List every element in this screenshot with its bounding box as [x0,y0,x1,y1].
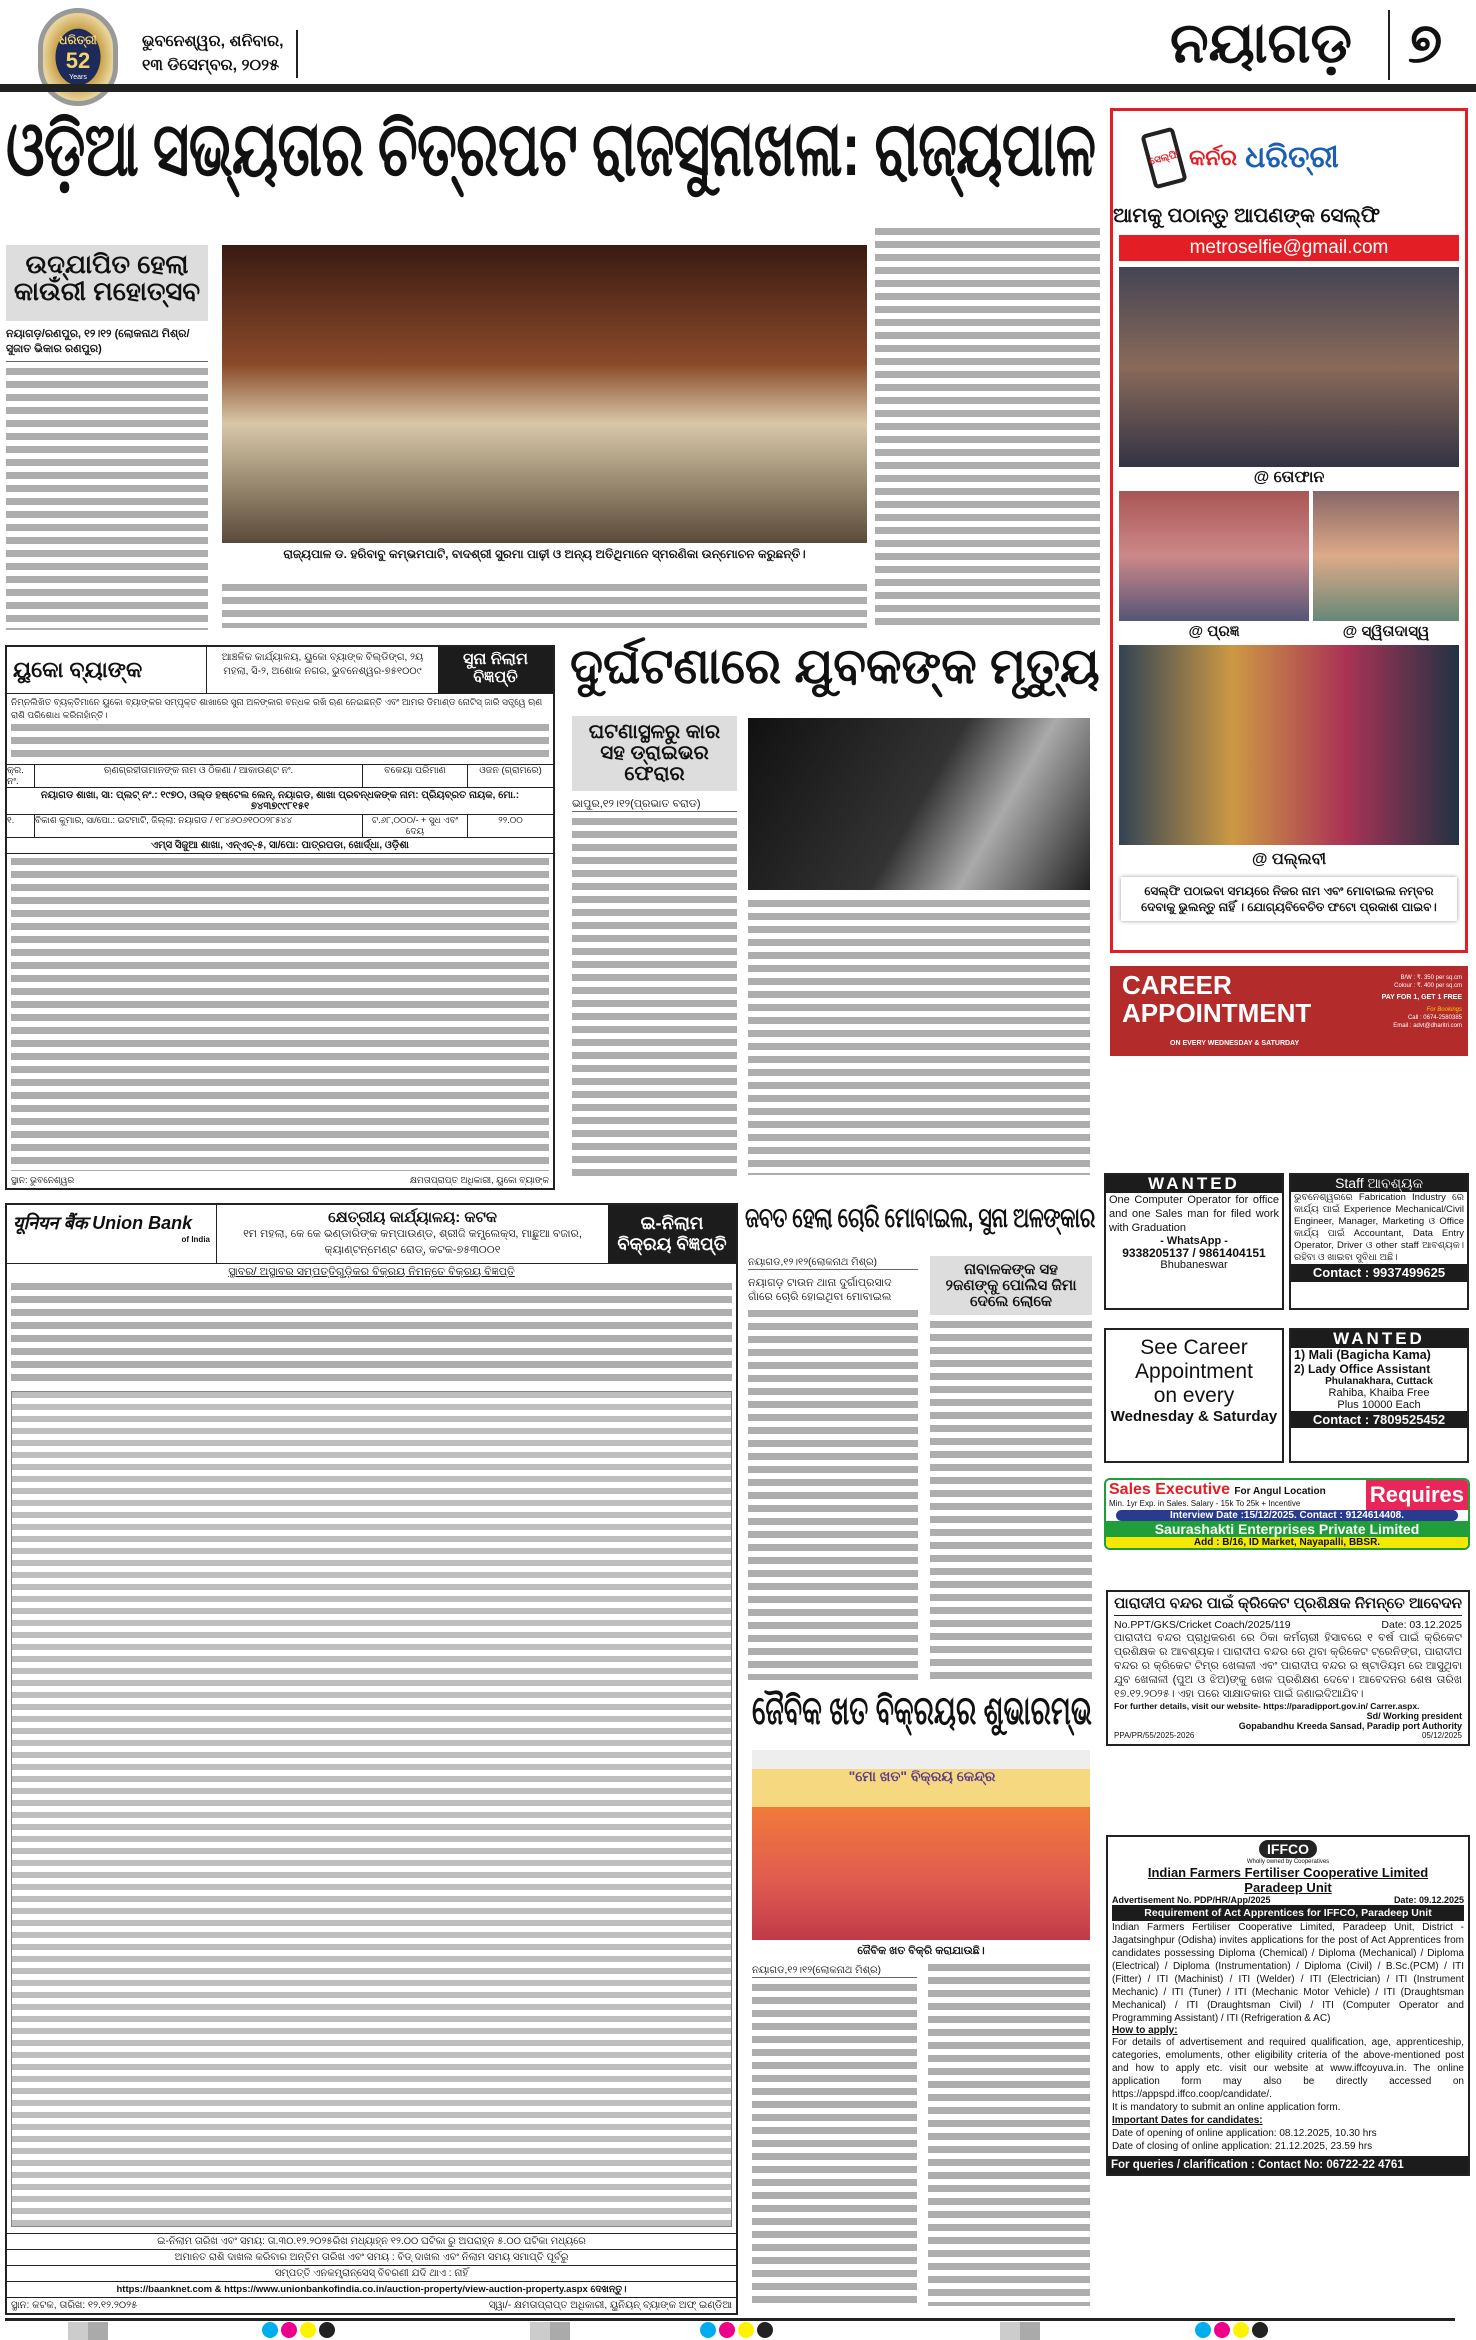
wanted1-whatsapp: - WhatsApp - [1160,1234,1228,1247]
paradip-website: For further details, visit our website- https://paradipport.gov.in/ Carrer.aspx. [1114,1700,1420,1711]
union-address: ୧ମ ମହଲା, କେ କେ ଭଣ୍ଡାରିଙ୍କ କମ୍ପାଉଣ୍ଡ, ଶ୍ରୀଜି କମ୍ପ୍ଲେକ୍ସ, ମାଛୁଆ ବଜାର, କ୍ୟାଣ୍ଟନ୍‌ମେଣ୍ଟ ରୋଡ୍, କଟକ-୭୫୩୦୦୧ [243,1228,582,1256]
wanted2-place: Phulanakhara, Cuttack [1325,1375,1433,1387]
manure-banner: "ମୋ ଖତ" ବିକ୍ରୟ କେନ୍ଦ୍ର [848,1768,996,1784]
selfie-subtitle: ଆମକୁ ପଠାନ୍ତୁ ଆପଣଙ୍କ ସେଲ୍ଫି [1113,205,1381,227]
lead-kicker: ଉଦ୍‌ଯାପିତ ହେଲା କାଉଁରୀ ମହୋତ୍ସବ [6,245,208,321]
uco-th-amount: ବକେୟା ପରିମାଣ [363,765,468,787]
union-bank-logo [7,1205,217,1263]
wanted1-place: Bhubaneswar [1160,1259,1228,1272]
uco-th-weight: ଓଜନ (ଗ୍ରାମରେ) [479,765,542,776]
manure-byline: ନୟାଗଡ,୧୨।୧୨(ଲୋକନାଥ ମିଶ୍ର) [752,1964,917,1978]
mobile-headline: ଜବତ ହେଲା ଚୋରି ମୋବାଇଲ, ସୁନା ଅଳଙ୍କାର [745,1202,1096,1233]
section-name: ନୟାଗଡ଼ [1170,11,1353,74]
wanted2-item1: 1) Mali (Bagicha Kama) [1294,1347,1431,1362]
paradip-date: Date: 03.12.2025 [1381,1618,1462,1631]
masthead-rule [0,84,1476,92]
union-logo-en: Union Bank [92,1213,193,1233]
iffco-dates-title: Important Dates for candidates: [1112,2115,1263,2126]
selfie-caption-3: @ ସ୍ୱିତାଦାସ୍ୱ [1342,623,1430,640]
paradip-cricket-ad [1106,1590,1470,1746]
paradip-body: ପାରାଦୀପ ବନ୍ଦର ପ୍ରାଧିକରଣ ରେ ଠିକା କର୍ମଚାରୀ ହିସାବରେ ୧ ବର୍ଷ ପାଇଁ କ୍ରିକେଟ ପ୍ରଶିକ୍ଷକ ର ଆବଶ୍ୟକ। ପାରାଦୀପ ବନ୍ଦର ରେ ଥିବା କ୍ରିକେଟ ଟ୍ରେନିଙ୍ଗ, ପାରାଦୀପ ବନ୍ଦର ର କ୍ରିକେଟ ଟିମ୍‌ର ଖେଳାଳୀ ଏବଂ ପାରାଦୀପ ବନ୍ଦର ର ଷ୍ଟାଡିୟମ ରେ ଆସୁଥିବା ଯୁବ ଖେଳାଳୀ (ପୁଅ ଓ ଝିଅ)ଙ୍କୁ ଖେଳ ପ୍ରଶିକ୍ଷଣ ଦେବେ। ଆବେଦନର ଶେଷ ତାରିଖ ୧୭.୧୨.୨୦୨୫। ଏହା ପରେ ସାକ୍ଷାତକାର ପାଇଁ ଜଣାଇଦିଆଯିବ। [1114,1631,1462,1700]
see-career-l3: on every [1153,1384,1235,1407]
page-number: ୭ [1408,11,1443,74]
uco-bank-ad [5,645,555,1190]
uco-sign: କ୍ଷମତାପ୍ରାପ୍ତ ଅଧିକାରୀ, ୟୁକୋ ବ୍ୟାଙ୍କ [409,1175,549,1185]
uco-table-header [7,764,553,788]
union-deposit: ଅମାନତ ରାଶି ଦାଖଲ କରିବାର ଅନ୍ତିମ ତାରିଖ ଏବଂ ସମୟ : ବିଡ୍ ଦାଖଲ ଏବଂ ନିଲାମ ସମୟ ସମାପ୍ତି ପୂର୍ବରୁ [7,2249,736,2265]
staff-ad [1289,1173,1469,1310]
selfie-caption-1: @ ତୋଫାନ [1253,469,1325,486]
career-line1: CAREER [1122,970,1232,1000]
wanted2-pay: Plus 10000 Each [1337,1398,1421,1411]
offer: PAY FOR 1, GET 1 FREE [1381,994,1462,1001]
union-logo-hi: यूनियन बैंक [13,1213,88,1233]
selfie-photo-4 [1119,645,1459,845]
uco-office: ଆଞ୍ଚଳିକ କାର୍ଯ୍ୟାଳୟ, ୟୁକୋ ବ୍ୟାଙ୍କ ବିଲ୍ଡିଙ୍ଗ, ୨ୟ ମହଲା, ସି-୨, ଅଶୋକ ନଗର, ଭୁବନେଶ୍ୱର-୭୫୧୦୦୯ [221,652,424,677]
selfie-note: ସେଲ୍ଫି ପଠାଇବା ସମୟରେ ନିଜର ନାମ ଏବଂ ମୋବାଇଲ ନମ୍ବର ଦେବାକୁ ଭୁଲନ୍ତୁ ନାହିଁ । ଯୋଗ୍ୟବିବେଚିତ ଫଟୋ ପ୍ରକାଶ ପାଇବ। [1121,877,1457,921]
dateline [142,30,298,78]
uco-cell: ୧. [7,815,35,837]
career-line2: APPOINTMENT [1122,998,1312,1028]
dateline-1: ଭୁବନେଶ୍ୱର, ଶନିବାର, [142,33,284,50]
footer-rule [5,2318,1455,2321]
selfie-corner [1110,108,1468,953]
selfie-photo-3 [1313,491,1459,621]
registration-dots [1195,2322,1268,2338]
iffco-logo: IFFCO [1259,1840,1317,1858]
selfie-caption-4: @ ପଲ୍ଲବୀ [1251,851,1327,868]
wanted2-title: WANTED [1291,1330,1467,1348]
mobile-byline: ନୟାଗଡ,୧୨।୧୨(ଲୋକନାଥ ମିଶ୍ର) [748,1256,918,1270]
mobile-subhead: ନାବାଳକଙ୍କ ସହ ୨ଜଣଙ୍କୁ ପୋଲିସ ଜିମା ଦେଲେ ଲୋକେ [930,1256,1092,1315]
dateline-2: ୧୩ ଡିସେମ୍ବର, ୨୦୨୫ [142,57,280,74]
iffco-logo-sub: Wholly owned by Cooperatives [1246,1859,1330,1865]
accident-headline: ଦୁର୍ଘଟଣାରେ ଯୁବକଙ୍କ ମୃତ୍ୟୁ [570,638,1100,694]
bookings: For Bookings [1426,1007,1462,1013]
rate-bw: B/W : ₹. 350 per sq.cm [1400,975,1462,981]
selfie-badge: ସେଲ୍ଫି [1148,148,1180,168]
uco-row-1 [7,815,553,838]
uco-th-name: ଋଣଗ୍ରହୀତାମାନଙ୍କ ନାମ ଓ ଠିକଣା / ଆକାଉଣ୍ଟ ନଂ. [35,765,363,787]
registration-gray [68,2322,108,2340]
iffco-queries: For queries / clarification : Contact No: 06722-22 4761 [1108,2156,1468,2174]
iffco-adv-no: Advertisement No. PDP/HR/App/2025 [1112,1895,1271,1905]
accident-body-left [572,818,737,1176]
lead-left-column [6,245,208,630]
manure-caption: ଜୈବିକ ଖତ ବିକ୍ରି କରାଯାଉଛି। [857,1945,985,1957]
uco-conditions-lines [11,858,549,1171]
paradip-code-date: 05/12/2025 [1421,1730,1462,1740]
wanted2-contact: Contact : 7809525452 [1291,1411,1467,1429]
uco-cell: ୨୨.୦୦ [498,815,523,825]
accident-photo [748,718,1090,890]
career-appointment-banner [1110,966,1468,1056]
selfie-caption-2: @ ପ୍ରଜ୍ଞ [1188,623,1240,640]
lead-photo-caption: ରାଜ୍ୟପାଳ ଡ. ହରିବାବୁ କମ୍ଭମପାଟି, ବାଦଶ୍ରୀ ସୁରମା ପାଢ଼ୀ ଓ ଅନ୍ୟ ଅତିଥିମାନେ ସ୍ମରଣିକା ଉନ୍ମୋଚନ କରୁଛନ୍ତି। [283,547,806,561]
accident-byline: ଭାପୁର,୧୨।୧୨(ପ୍ରଭାତ ବରାଡ) [572,797,737,812]
union-place: ସ୍ଥାନ: କଟକ, ତାରିଖ: ୧୨.୧୨.୨୦୨୫ [11,2300,138,2311]
sales-interview: Interview Date :15/12/2025. Contact : 9124614408. [1116,1510,1458,1521]
selfie-header [1117,115,1461,201]
manure-headline: ଜୈବିକ ଖତ ବିକ୍ରୟର ଶୁଭାରମ୍ଭ [752,1689,1092,1733]
lead-byline: ନୟାଗଡ଼/ରଣପୁର, ୧୨।୧୨ (ଲୋକନାଥ ମିଶ୍ର/ସୁଜାତ ଭିକାର ରଣପୁର) [6,327,208,362]
registration-dots [700,2322,773,2338]
union-intro-lines [11,1283,732,1383]
mobile-lead: ନୟାଗଡ଼ ଟାଉନ ଥାନା ଦୁର୍ଗାପ୍ରସାଦ ଗାଁରେ ଚୋରି ହୋଇଥିବା ମୋବାଇଲ [748,1277,892,1303]
masthead-divider [1388,10,1390,80]
mobile-right-column [930,1256,1092,1680]
wanted2-item2: 2) Lady Office Assistant [1294,1361,1431,1376]
manure-photo [752,1750,1090,1940]
selfie-email: metroselfie@gmail.com [1119,235,1459,261]
accident-body-right [748,900,1090,1175]
see-career-l1: See Career [1140,1336,1248,1359]
logo-years-label: Years [69,74,87,81]
union-bank-ad [5,1203,738,2315]
iffco-unit: Paradeep Unit [1244,1880,1332,1895]
manure-body-right [928,1964,1090,2306]
sales-company: Saurashakti Enterprises Private Limited [1106,1521,1468,1537]
sales-address: Add : B/16, ID Market, Nayapalli, BBSR. [1106,1537,1468,1548]
iffco-close: Date of closing of online application: 21.12.2025, 23.59 hrs [1112,2141,1373,2152]
uco-branch-1: ନୟାଗଡ ଶାଖା, ସା: ପ୍ଲଟ୍ ନଂ.: ୧୯୭୦, ଓଲ୍ଡ ହଷ୍ଟେଲ ଲେନ୍, ନୟାଗଡ, ଶାଖା ପ୍ରବନ୍ଧକଙ୍କ ନାମ: ପ୍ରିୟବ୍ରତ ନାୟକ, ମୋ.: ୭୪୩୭୯୯୮୧୫୧ [7,788,553,815]
sales-detail: Min. 1yr Exp. in Sales. Salary - 15k To 25k + Incentive [1109,1499,1301,1508]
iffco-name: Indian Farmers Fertiliser Cooperative Limited [1147,1865,1429,1880]
lead-photo [222,245,867,543]
manure-body-left [752,1984,917,2306]
union-sign: ସ୍ୱା/- କ୍ଷମତାପ୍ରାପ୍ତ ଅଧିକାରୀ, ୟୁନିୟନ୍ ବ୍ୟାଙ୍କ ଅଫ୍ ଇଣ୍ଡିଆ [488,2300,732,2311]
selfie-brand: ଧରିତ୍ରୀ [1245,141,1339,174]
paradip-title: ପାରାଦୀପ ବନ୍ଦର ପାଇଁ କ୍ରିକେଟ ପ୍ରଶିକ୍ଷକ ନିମନ୍ତେ ଆବେଦନ [1114,1596,1462,1616]
accident-left-column [572,716,737,1176]
mobile-left-column [748,1256,918,1680]
wanted-ad-2 [1289,1328,1469,1463]
lead-body-text-2 [222,584,867,628]
union-title: ଇ-ନିଲାମ ବିକ୍ରୟ ବିଜ୍ଞପ୍ତି [608,1205,736,1263]
career-rates [1382,974,1462,1030]
sales-executive-ad [1104,1478,1470,1550]
iffco-body: Indian Farmers Fertiliser Cooperative Limited, Paradeep Unit, District - Jagatsinghpur (Odisha) invites applications for the post of Act Apprentices from candidates possessing Diploma (Chemical) / Diploma (Mechanical) / Diploma (Electrical) / Diploma (Instrumentation) / Diploma (Civil) / B.Sc.(PCM) / ITI (Fitter) / ITI (Machinist) / ITI (Welder) / ITI (Electrician) / ITI (Instrument Mechanic) / ITI (Tuner) / ITI (Mechanic Motor Vehicle) / ITI (Draughtsman Mechanical) / ITI (Draughtsman Civil) / ITI (Computer Operator and Programming Assistant) / ITI (Refrigeration & AC) [1112,1922,1464,2024]
wanted1-body: One Computer Operator for office and one Sales man for filed work with Graduation [1109,1193,1279,1234]
sales-location: For Angul Location [1234,1486,1326,1497]
union-website[interactable]: https://baanknet.com & https://www.unionbankofindia.co.in/auction-property/view-auction-property.aspx ଦେଖନ୍ତୁ। [7,2281,736,2297]
staff-body: ଭୁବନେଶ୍ୱରରେ Fabrication Industry ରେ କାର୍ଯ୍ୟ ପାଇଁ Experience Mechanical/Civil Engineer, Manager, Marketing ଓ Office କାର୍ଯ୍ୟ ପାଇଁ Accountant, Data Entry Operator, Driver ଓ other staff ଆବଶ୍ୟକ। ରହିବା ଓ ଖାଇବା ସୁବିଧା ଅଛି। [1294,1192,1464,1263]
staff-title: Staff ଆବଶ୍ୟକ [1291,1175,1467,1192]
lead-body-text [6,368,208,630]
union-table-lines [11,1391,732,2227]
registration-gray [1000,2322,1040,2340]
iffco-date: Date: 09.12.2025 [1393,1895,1464,1905]
staff-contact: Contact : 9937499625 [1291,1264,1467,1282]
union-office: କ୍ଷେତ୍ରୀୟ କାର୍ଯ୍ୟାଳୟ: କଟକ [328,1209,497,1226]
see-career-ad [1104,1328,1284,1463]
uco-title: ସୁନା ନିଲାମ ବିଜ୍ଞପ୍ତି [438,647,553,693]
career-tagline: ON EVERY WEDNESDAY & SATURDAY [1170,1040,1300,1047]
rate-colour: Colour : ₹. 400 per sq.cm [1394,983,1462,989]
iffco-bar: Requirement of Act Apprentices for IFFCO, Paradeep Unit [1112,1905,1464,1921]
union-subtitle: ସ୍ଥାବର/ ଅସ୍ଥାବର ସମ୍ପତ୍ତିଗୁଡ଼ିକର ବିକ୍ରୟ ନିମନ୍ତେ ବିକ୍ରୟ ବିଜ୍ଞପ୍ତି [228,1266,515,1278]
wanted1-title: WANTED [1106,1175,1282,1193]
bookings-call: Call : 0674-2580385 [1407,1015,1462,1021]
registration-dots [262,2322,335,2338]
lead-body-text-3 [875,228,1100,628]
uco-cell: ବିକାଶ କୁମାର, ସା/ପୋ.: ଇଟମାଟି, ଜିଲ୍ଲା: ନୟାଗଡ / ୧୮୪୬୦୬୧୦୦୨୮୫୪୪ [35,815,363,837]
mobile-body-left [748,1310,918,1680]
paradip-sd: Sd/ Working president [1366,1710,1462,1721]
wanted-ad-1 [1104,1173,1284,1310]
union-auction-time: ଇ-ନିଲାମ ତାରିଖ ଏବଂ ସମୟ: ତା.୩୦.୧୨.୨୦୨୫ରିଖ ମଧ୍ୟାହ୍ନ ୧୨.୦୦ ଘଟିକା ରୁ ଅପରାହ୍ନ ୫.୦୦ ଘଟିକା ମଧ୍ୟରେ [7,2233,736,2249]
phone-icon [1140,127,1187,190]
logo-text: ଧରିତ୍ରୀ [59,33,97,47]
selfie-photo-2 [1119,491,1309,621]
see-career-l4: Wednesday & Saturday [1110,1408,1278,1425]
sales-title: Sales Executive [1109,1481,1230,1498]
iffco-ad [1106,1835,1470,2176]
bookings-email: Email : advt@dharitri.com [1393,1023,1462,1029]
iffco-open: Date of opening of online application: 08.12.2025, 10.30 hrs [1112,2128,1377,2139]
uco-place: ସ୍ଥାନ: ଭୁବନେଶ୍ୱର [11,1175,75,1185]
registration-gray [530,2322,570,2340]
see-career-l2: Appointment [1135,1360,1253,1383]
lead-headline: ଓଡ଼ିଆ ସଭ୍ୟତାର ଚିତ୍ରପଟ ରାଜସୁନାଖଳା: ରାଜ୍ୟପାଳ [6,107,1096,192]
wanted1-phones: 9338205137 / 9861404151 [1122,1245,1266,1260]
union-logo-sub: of India [181,1235,210,1244]
paradip-code: PPA/PR/55/2025-2026 [1114,1730,1195,1740]
sales-requires: Requires [1366,1480,1468,1510]
uco-logo: ୟୁକୋ ବ୍ୟାଙ୍କ [7,647,207,693]
mobile-body-right [930,1321,1092,1680]
manure-text [752,1944,1090,2306]
wanted2-perks: Rahiba, Khaiba Free [1328,1386,1430,1399]
selfie-title: କର୍ନର [1189,145,1238,170]
uco-intro-lines [11,724,549,762]
logo-years: 52 [65,48,91,73]
paradip-ref: No.PPT/GKS/Cricket Coach/2025/119 [1114,1618,1291,1631]
iffco-how-title: How to apply: [1112,2025,1178,2036]
uco-branch-2: ଏମ୍‌ସ ସିଜୁଆ ଶାଖା, ଏନ୍‌ଏଚ୍-୫, ସା/ପୋ: ପାତ୍ରପଡା, ଖୋର୍ଦ୍ଧା, ଓଡ଼ିଶା [7,838,553,854]
uco-intro: ନିମ୍ନଲିଖିତ ବ୍ୟକ୍ତିମାନେ ୟୁକୋ ବ୍ୟାଙ୍କର ସମ୍ପୃକ୍ତ ଶାଖାରେ ସୁନା ଅଳଙ୍କାର ବନ୍ଧକ ରଖି ଋଣ ନେଇଛନ୍ତି ଏବଂ ଆମର ଡିମାଣ୍ଡ ନୋଟିସ୍ ଜାରି ସତ୍ତ୍ୱେ ଋଣ ରାଶି ପରିଶୋଧ କରିନାହାଁନ୍ତି। [11,697,543,720]
iffco-how: For details of advertisement and required qualification, age, apprenticeship, categories, emoluments, other eligibility criteria of the above-mentioned post and how to apply etc. visit our website at www.iffcoyuva.in. The online application form may also be directly accessed on https://appspd.iffco.coop/candidate/. [1112,2037,1464,2100]
paradip-org: Gopabandhu Kreeda Sansad, Paradip port Authority [1238,1720,1462,1731]
selfie-photo-1 [1119,267,1459,467]
accident-subhead: ଘଟଣାସ୍ଥଳରୁ କାର ସହ ଡ୍ରାଇଭର ଫେରାର [572,716,737,791]
uco-cell: ଟ.୬୮,୦୦୦/- + ସୁଧ ଏବଂ ଦେୟ [363,815,468,837]
uco-th-no: କ୍ର. ନଂ. [7,765,35,787]
iffco-mandatory: It is mandatory to submit an online application form. [1112,2102,1341,2113]
union-encumbrance: ସମ୍ପତ୍ତି ଏନକମ୍ବ୍ରାନ୍‌ସେସ୍ ବିବରଣୀ ଯଦି ଥାଏ : ନାହିଁ [7,2265,736,2281]
